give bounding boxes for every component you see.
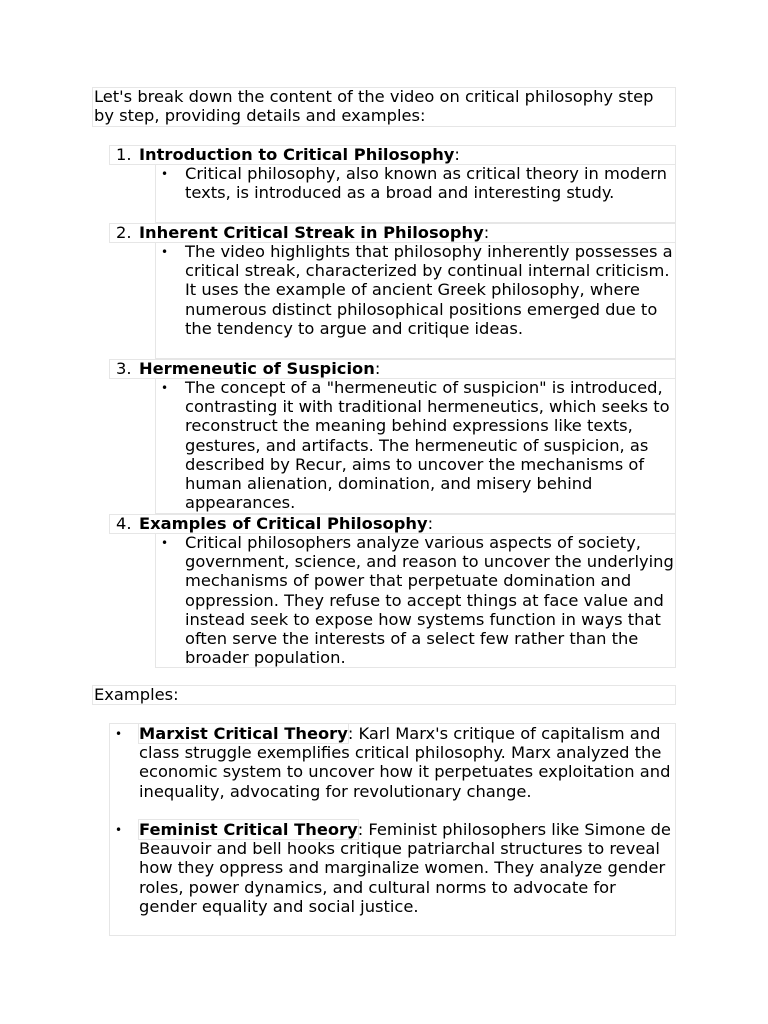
- section-body-1: [155, 164, 676, 223]
- example-term: Feminist Critical Theory: [139, 820, 358, 839]
- section-body-text: Critical philosophy, also known as critical theory in modern texts, is introduced as a broad and interesting study.: [185, 164, 667, 203]
- section-title-wrap: [139, 514, 433, 533]
- section-title-wrap: [139, 359, 380, 378]
- section-number: 3.: [116, 359, 132, 378]
- bullet-icon: •: [161, 381, 169, 395]
- section-title: Examples of Critical Philosophy: [139, 514, 428, 533]
- section-heading-4: [109, 514, 676, 534]
- section-title: Introduction to Critical Philosophy: [139, 145, 455, 164]
- bullet-icon: •: [115, 823, 123, 837]
- example-text: [139, 820, 675, 916]
- section-heading-2: [109, 223, 676, 243]
- section-colon: :: [374, 359, 381, 378]
- section-body-text: The concept of a "hermeneutic of suspicion" is introduced, contrasting it with traditional hermeneutics, which seeks to reconstruct the meaning behind expressions like texts, gestures, and artifacts. The hermeneutic of suspicion, as described by Recur, aims to uncover the mechanisms of human alienation, domination, and misery behind appearances.: [185, 378, 670, 513]
- section-colon: :: [427, 514, 434, 533]
- bullet-icon: •: [161, 167, 169, 181]
- section-number: 1.: [116, 145, 132, 164]
- section-title-wrap: [139, 145, 460, 164]
- intro-paragraph: [92, 87, 676, 127]
- section-heading-1: [109, 145, 676, 165]
- bullet-icon: •: [161, 245, 169, 259]
- examples-list: [109, 723, 676, 936]
- section-number: 4.: [116, 514, 132, 533]
- section-body-4: [155, 533, 676, 668]
- examples-heading: [92, 685, 676, 705]
- section-colon: :: [454, 145, 460, 164]
- section-heading-3: [109, 359, 676, 379]
- section-body-2: [155, 242, 676, 359]
- intro-text: Let's break down the content of the video on critical philosophy step by step, providing details and examples:: [94, 87, 654, 126]
- example-term: Marxist Critical Theory: [139, 724, 348, 743]
- bullet-icon: •: [161, 536, 169, 550]
- section-number: 2.: [116, 223, 132, 242]
- section-title-wrap: [139, 223, 489, 242]
- examples-label-text: Examples:: [94, 685, 179, 704]
- section-body-text: Critical philosophers analyze various aspects of society, government, science, and reason to uncover the underlying mechanisms of power that perpetuate domination and oppression. They refuse to accept things at face value and instead seek to expose how systems function in ways that often serve the interests of a select few rather than the broader population.: [185, 533, 674, 668]
- section-title: Hermeneutic of Suspicion: [139, 359, 375, 378]
- section-body-3: [155, 378, 676, 514]
- section-title: Inherent Critical Streak in Philosophy: [139, 223, 484, 242]
- bullet-icon: •: [115, 727, 123, 741]
- example-description: : Karl Marx's critique of capitalism and class struggle exemplifies critical philosophy. Marx analyzed the economic system to uncover how it perpetuates exploitation and inequality, advocating for revolutionary change.: [139, 724, 671, 801]
- example-description: : Feminist philosophers like Simone de Beauvoir and bell hooks critique patriarchal structures to reveal how they oppress and marginalize women. They analyze gender roles, power dynamics, and cultural norms to advocate for gender equality and social justice.: [139, 820, 671, 916]
- section-colon: :: [483, 223, 490, 242]
- example-text: [139, 724, 675, 801]
- section-body-text: The video highlights that philosophy inherently possesses a critical streak, characterized by continual internal criticism. It uses the example of ancient Greek philosophy, where numerous distinct philosophical positions emerged due to the tendency to argue and critique ideas.: [185, 242, 673, 338]
